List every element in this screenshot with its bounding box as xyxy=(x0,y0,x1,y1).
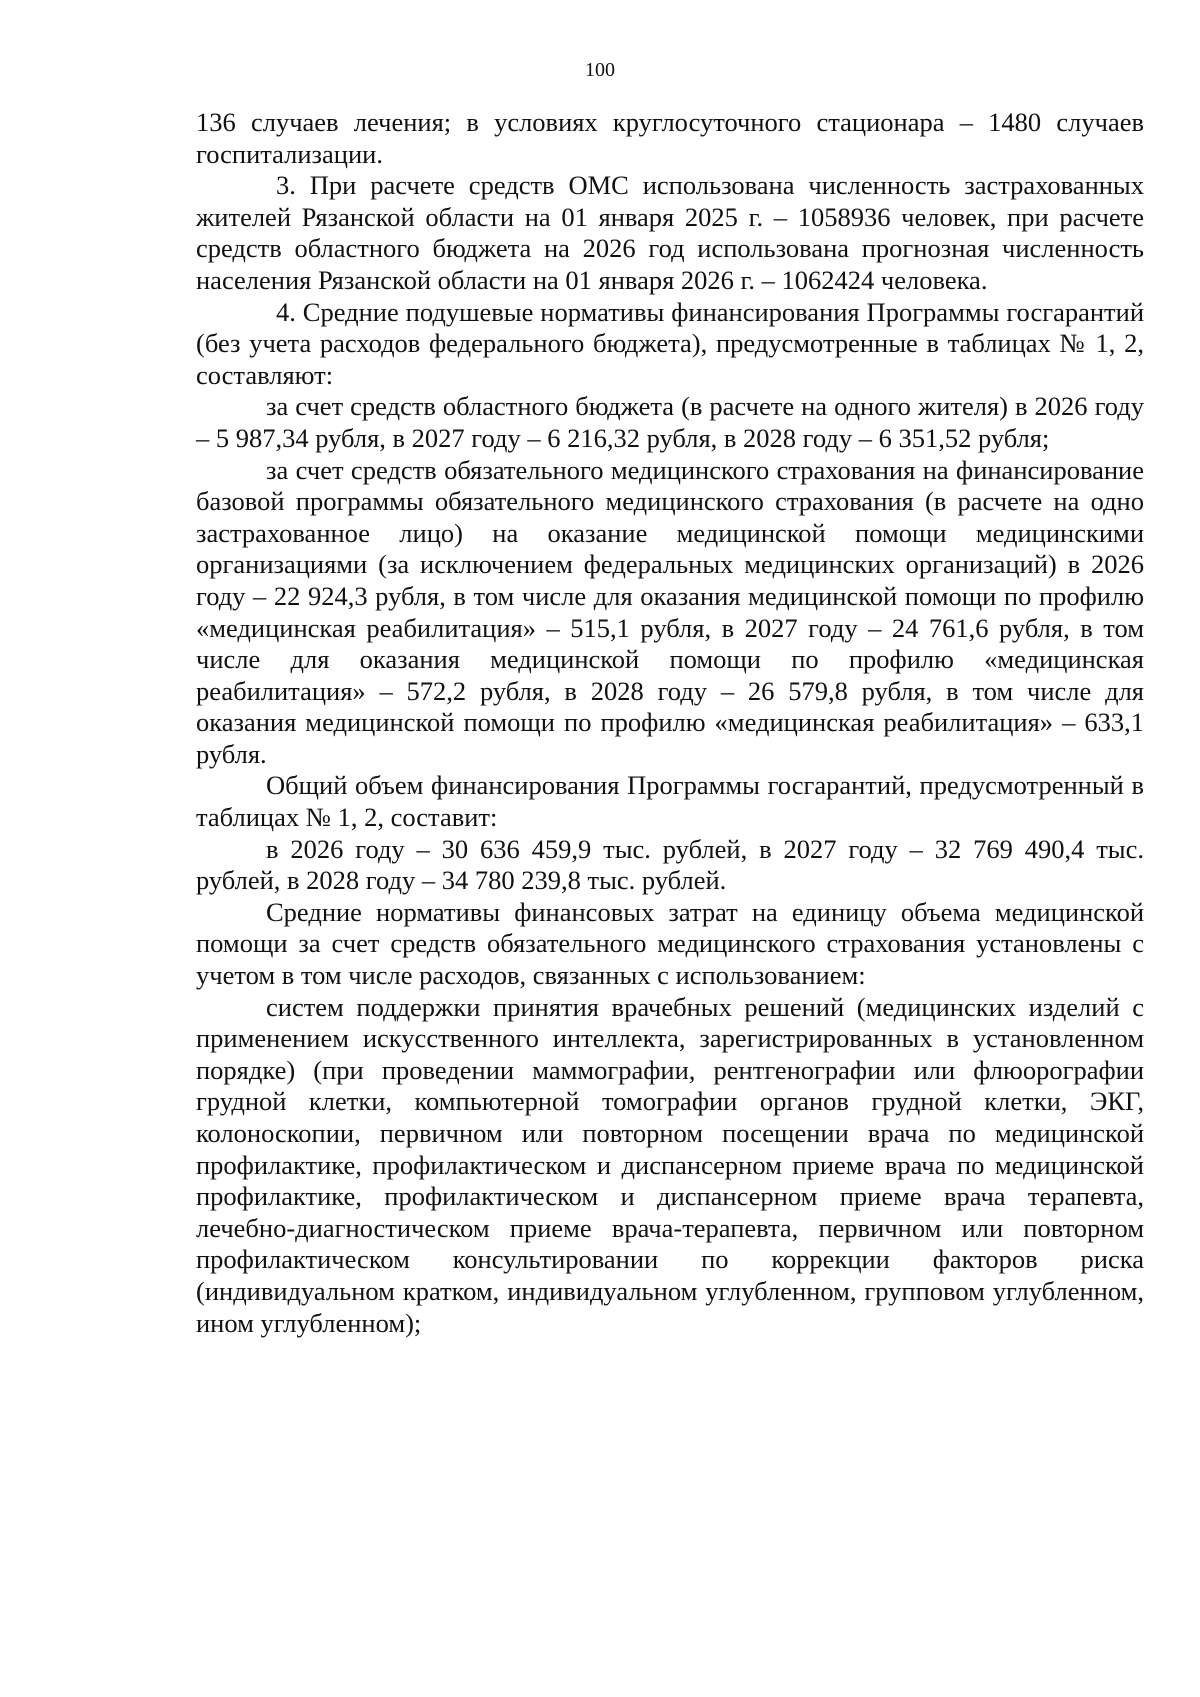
page-number: 100 xyxy=(585,59,615,81)
paragraph-total-financing-values: в 2026 году – 30 636 459,9 тыс. рублей, в 2027 году – 32 769 490,4 тыс. рублей, в 2028 году – 34 780 239,8 тыс. рублей. xyxy=(196,833,1144,896)
document-body xyxy=(196,107,1144,1339)
paragraph-oms-norms: за счет средств обязательного медицинского страхования на финансирование базовой программы обязательного медицинского страхования (в расчете на одно застрахованное лицо) на оказание медицинской помощи медицинскими организациями (за исключением федеральных медицинских организаций) в 2026 году – 22 924,3 рубля, в том числе для оказания медицинской помощи по профилю «медицинская реабилитация» – 515,1 рубля, в 2027 году – 24 761,6 рубля, в том числе для оказания медицинской помощи по профилю «медицинская реабилитация» – 572,2 рубля, в 2028 году – 26 579,8 рубля, в том числе для оказания медицинской помощи по профилю «медицинская реабилитация» – 633,1 рубля. xyxy=(196,454,1144,769)
paragraph-average-cost-norms: Средние нормативы финансовых затрат на единицу объема медицинской помощи за счет средств обязательного медицинского страхования установлены с учетом в том числе расходов, связанных с использованием: xyxy=(196,896,1144,991)
paragraph-item-3-population: 3. При расчете средств ОМС использована численность застрахованных жителей Рязанской области на 01 января 2025 г. – 1058936 человек, при расчете средств областного бюджета на 2026 год использована прогнозная численность населения Рязанской области на 01 января 2026 г. – 1062424 человека. xyxy=(196,170,1144,295)
paragraph-item-4-per-capita-norms: 4. Средние подушевые нормативы финансирования Программы госгарантий (без учета расходов федерального бюджета), предусмотренные в таблицах № 1, 2, составляют: xyxy=(196,296,1144,390)
paragraph-regional-budget-norms: за счет средств областного бюджета (в расчете на одного жителя) в 2026 году – 5 987,34 рубля, в 2027 году – 6 216,32 рубля, в 2028 году – 6 351,52 рубля; xyxy=(196,391,1144,453)
paragraph-total-financing-intro: Общий объем финансирования Программы госгарантий, предусмотренный в таблицах № 1, 2, составит: xyxy=(196,770,1144,833)
paragraph-treatment-cases: 136 случаев лечения; в условиях круглосуточного стационара – 1480 случаев госпитализации. xyxy=(196,107,1144,169)
paragraph-decision-support-systems: систем поддержки принятия врачебных решений (медицинских изделий с применением искусственного интеллекта, зарегистрированных в установленном порядке) (при проведении маммографии, рентгенографии или флюорографии грудной клетки, компьютерной томографии органов грудной клетки, ЭКГ, колоноскопии, первичном или повторном посещении врача по медицинской профилактике, профилактическом и диспансерном приеме врача по медицинской профилактике, профилактическом и диспансерном приеме врача терапевта, лечебно-диагностическом приеме врача-терапевта, первичном или повторном профилактическом консультировании по коррекции факторов риска (индивидуальном кратком, индивидуальном углубленном, групповом углубленном, ином углубленном); xyxy=(196,991,1144,1338)
